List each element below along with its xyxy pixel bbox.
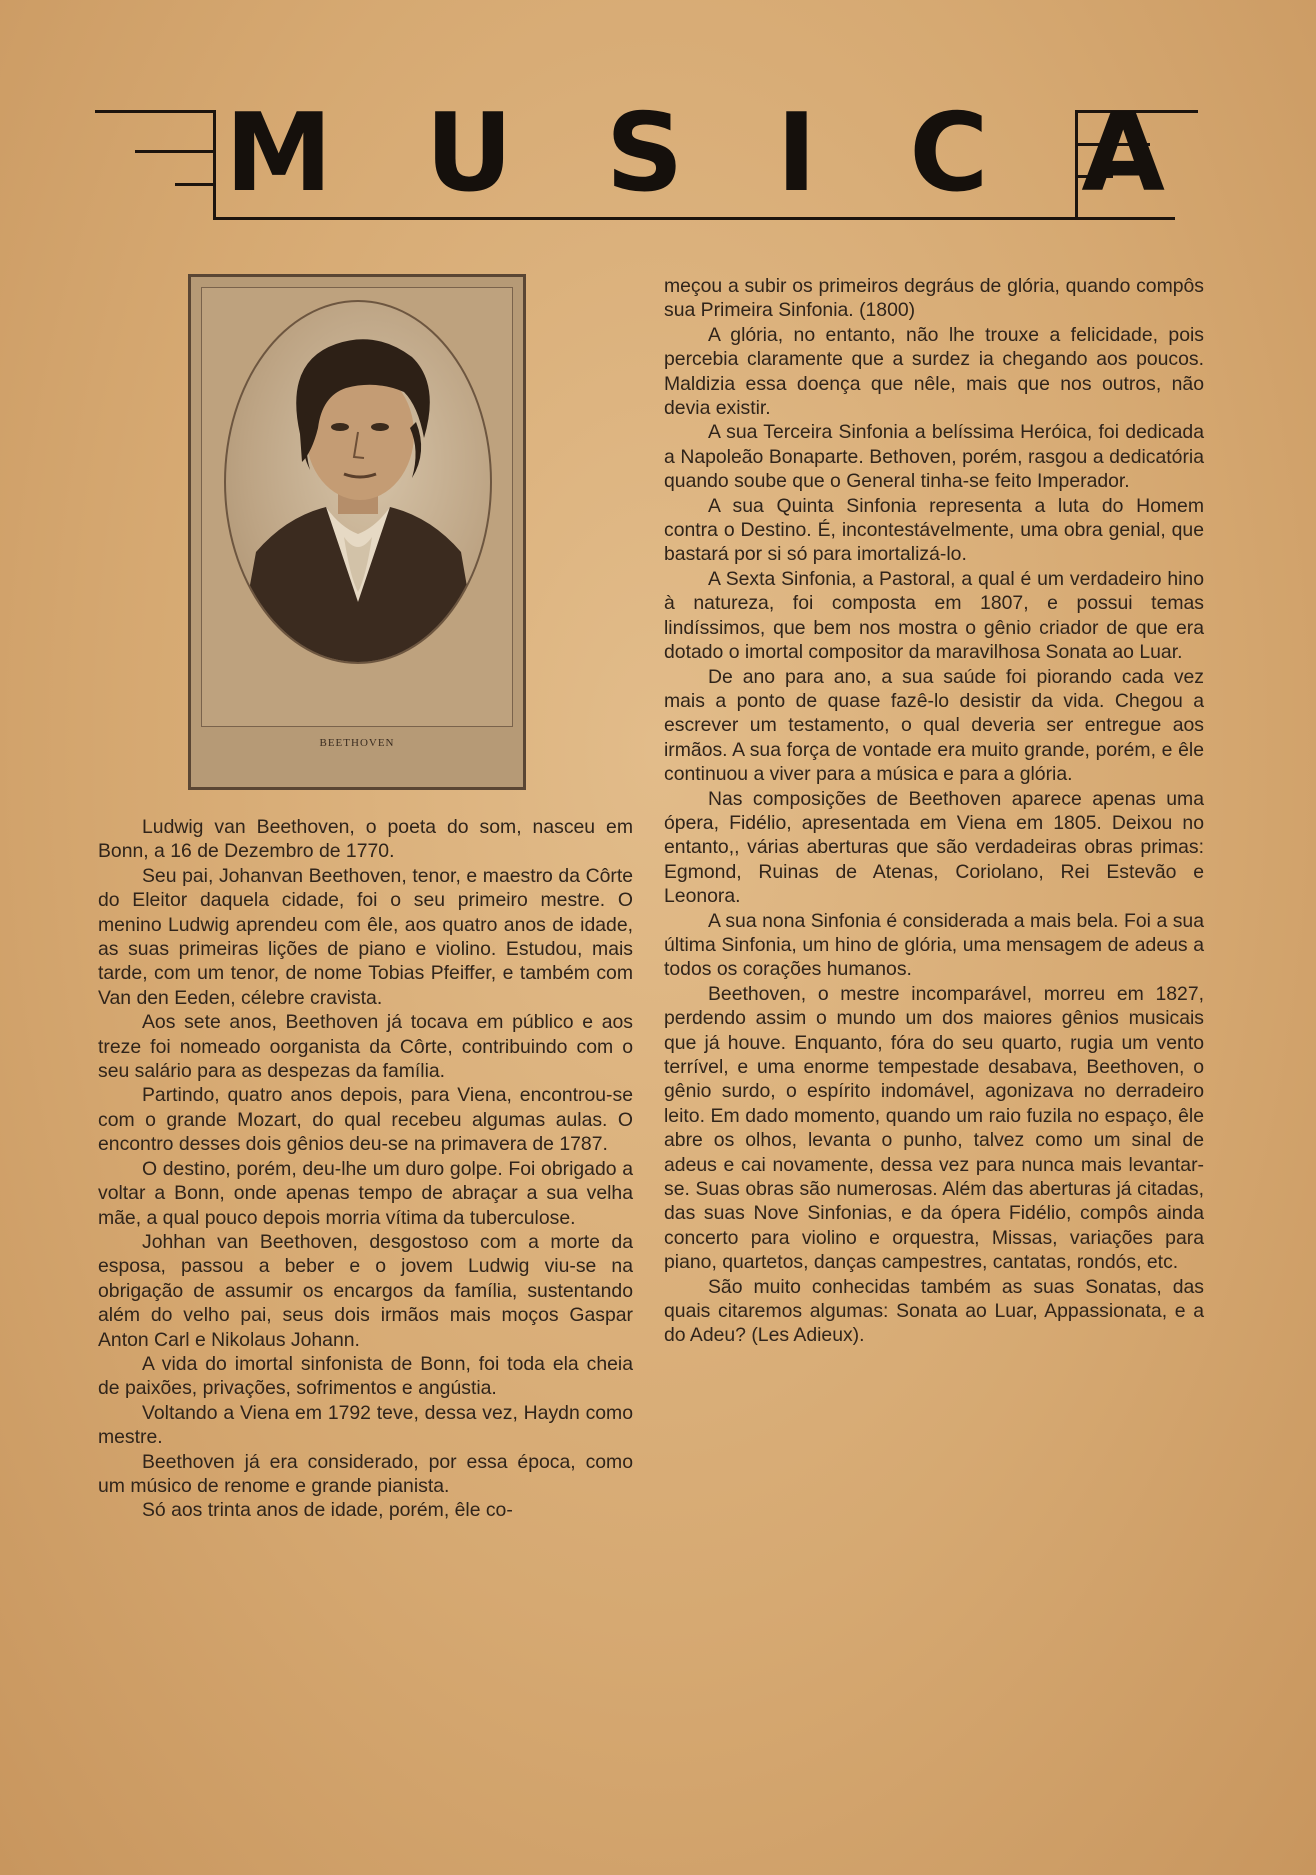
- article-paragraph: Ludwig van Beethoven, o poeta do som, nasceu em Bonn, a 16 de Dezembro de 1770.: [98, 816, 633, 863]
- header-baseline: [213, 217, 1175, 220]
- article-paragraph: Johhan van Beethoven, desgostoso com a morte da esposa, passou a beber e o jovem Ludwig viu-se na obrigação de assumir os encargos da família, sustentando além do velho pai, seus dois irmãos mais moços Gaspar Anton Carl e Nikolaus Johann.: [98, 1230, 633, 1351]
- page-title: [225, 91, 1165, 216]
- article-paragraph: Nas composições de Beethoven aparece apenas uma ópera, Fidélio, apresentada em Viena em 1805. Deixou no entanto,, várias aberturas que são verdadeiras obras primas: Egmond, Ruinas de Atenas, Coriolano, Rei Estevão e Leonora.: [664, 787, 1204, 908]
- article-paragraph: A glória, no entanto, não lhe trouxe a felicidade, pois percebia claramente que a surdez ia chegando aos poucos. Maldizia essa doença que nêle, mais que nos outros, não devia existir.: [664, 323, 1204, 420]
- portrait-caption: BEETHOVEN: [319, 737, 395, 749]
- article-paragraph: De ano para ano, a sua saúde foi piorando cada vez mais a ponto de quase fazê-lo desistir da vida. Chegou a escrever um testamento, o qual deveria ser entregue aos irmãos. A sua força de vontade era muito grande, porém, e êle continuou a viver para a música e para a glória.: [664, 665, 1204, 786]
- header-bracket-left: [213, 110, 216, 220]
- header-rule-left-top: [95, 110, 215, 113]
- article-paragraph: O destino, porém, deu-lhe um duro golpe. Foi obrigado a voltar a Bonn, onde apenas tempo de abraçar a sua velha mãe, a qual pouco depois morria vítima da tuberculose.: [98, 1157, 633, 1229]
- article-paragraph: Só aos trinta anos de idade, porém, êle co-: [142, 1499, 513, 1522]
- article-paragraph: A sua Quinta Sinfonia representa a luta do Homem contra o Destino. É, incontestávelmente, uma obra genial, que bastará por si só para imortalizá-lo.: [664, 494, 1204, 566]
- article-column-left: [98, 815, 633, 1523]
- title-letter: C: [909, 91, 989, 216]
- article-paragraph: Aos sete anos, Beethoven já tocava em público e aos treze foi nomeado oorganista da Côrte, contribuindo com o seu salário para as despezas da família.: [98, 1011, 633, 1083]
- portrait-frame: [201, 287, 513, 727]
- title-letter: U: [425, 91, 513, 216]
- article-paragraph: A sua nona Sinfonia é considerada a mais bela. Foi a sua última Sinfonia, um hino de glória, uma mensagem de adeus a todos os corações humanos.: [664, 909, 1204, 981]
- article-paragraph: A vida do imortal sinfonista de Bonn, foi toda ela cheia de paixões, privações, sofrimentos e angústia.: [98, 1352, 633, 1400]
- title-letter: S: [605, 91, 684, 216]
- article-paragraph: Partindo, quatro anos depois, para Viena, encontrou-se com o grande Mozart, do qual recebeu algumas aulas. O encontro desses dois gênios deu-se na primavera de 1787.: [98, 1084, 633, 1156]
- title-letter: M: [225, 91, 333, 216]
- article-paragraph: São muito conhecidas também as suas Sonatas, das quais citaremos algumas: Sonata ao Luar, Appassionata, e a do Adeu? (Les Adieux).: [664, 1275, 1204, 1347]
- page-header: [95, 91, 1205, 225]
- article-paragraph-continued: meçou a subir os primeiros degráus de glória, quando compôs sua Primeira Sinfonia. (1800): [664, 275, 1204, 322]
- portrait-oval: [224, 300, 492, 664]
- beethoven-portrait: [188, 274, 526, 790]
- article-column-right: [664, 274, 1204, 1348]
- article-paragraph: A sua Terceira Sinfonia a belíssima Heróica, foi dedicada a Napoleão Bonaparte. Bethoven, porém, rasgou a dedicatória quando soube que o General tinha-se feito Imperador.: [664, 421, 1204, 493]
- title-letter: A: [1081, 91, 1165, 216]
- article-paragraph: Beethoven, o mestre incomparável, morreu em 1827, perdendo assim o mundo um dos maiores gênios musicais que já houve. Enquanto, fóra do seu quarto, rugia um vento terrível, e uma enorme tempestade desabava, Beethoven, o gênio surdo, o espírito indomável, agonizava no derradeiro leito. Em dado momento, quando um raio fuzila no espaço, êle abre os olhos, levanta o punho, talvez como um sinal de adeus e cai novamente, dessa vez para nunca mais levantar-se. Suas obras são numerosas. Além das aberturas já citadas, das suas Nove Sinfonias, e da ópera Fidélio, compôs ainda concerto para violino e orquestra, Missas, variações para piano, quartetos, danças campestres, cantatas, rondós, etc.: [664, 982, 1204, 1274]
- beethoven-engraving-image: [226, 302, 490, 662]
- header-rule-left-mid: [135, 150, 215, 153]
- title-letter: I: [776, 91, 817, 216]
- article-paragraph: Seu pai, Johanvan Beethoven, tenor, e maestro da Côrte do Eleitor daquela cidade, foi o seu primeiro mestre. O menino Ludwig aprendeu com êle, aos quatro anos de idade, as suas primeiras lições de piano e violino. Estudou, mais tarde, com um tenor, de nome Tobias Pfeiffer, e também com Van den Eeden, célebre cravista.: [98, 864, 633, 1009]
- article-paragraph: Voltando a Viena em 1792 teve, dessa vez, Haydn como mestre.: [98, 1401, 633, 1449]
- header-rule-left-low: [175, 183, 215, 186]
- article-paragraph: A Sexta Sinfonia, a Pastoral, a qual é um verdadeiro hino à natureza, foi composta em 1807, e possui temas lindíssimos, que bem nos mostra o gênio criador de que era dotado o imortal compositor da maravilhosa Sonata ao Luar.: [664, 567, 1204, 664]
- article-paragraph: Beethoven já era considerado, por essa época, como um músico de renome e grande pianista.: [98, 1450, 633, 1497]
